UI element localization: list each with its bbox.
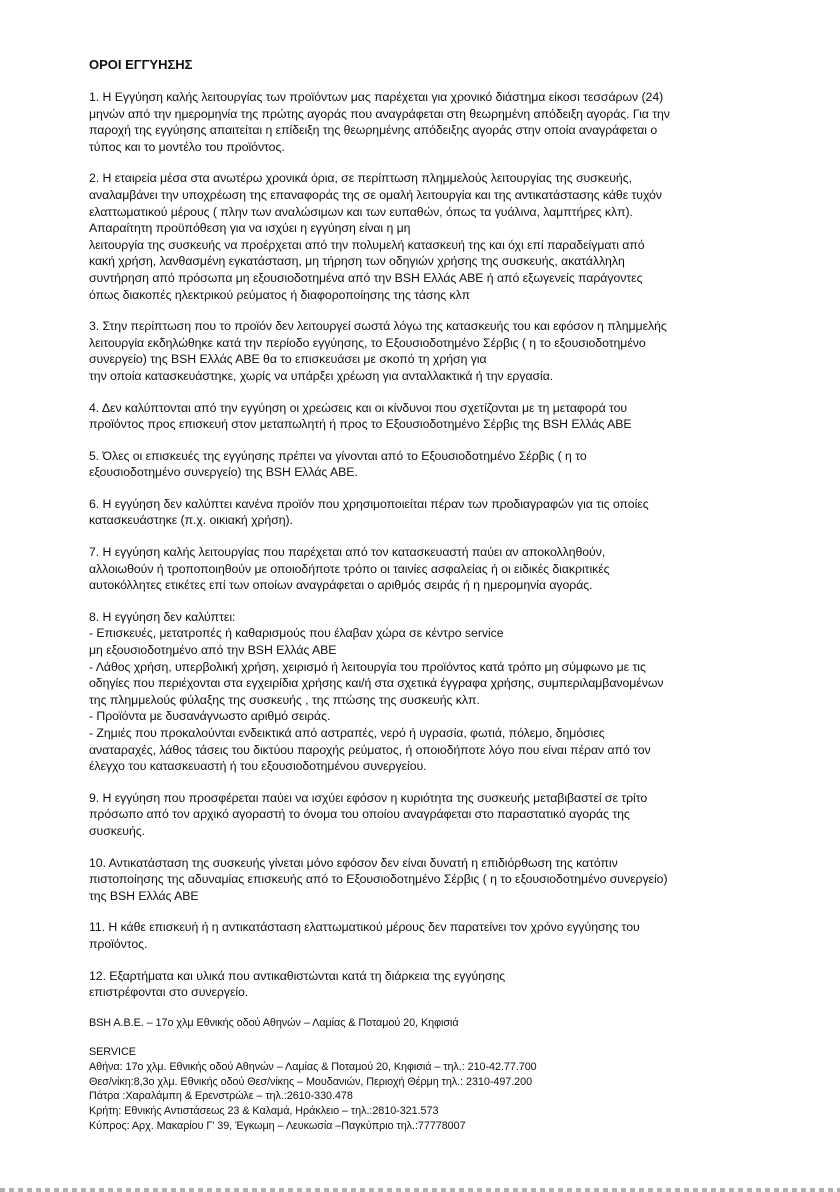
term-line: - Επισκευές, μετατροπές ή καθαρισμούς που έλαβαν χώρα σε κέντρο service — [89, 626, 504, 641]
term-line: κατασκευάστηκε (π.χ. οικιακή χρήση). — [89, 513, 293, 528]
term-line: 8. Η εγγύηση δεν καλύπτει: — [89, 609, 236, 624]
term-line: μη εξουσιοδοτημένο από την BSH Ελλάς ΑΒΕ — [89, 643, 337, 658]
term-line: έλεγχο του κατασκευαστή ή του εξουσιοδοτημένου συνεργείου. — [89, 759, 427, 774]
term-line: μηνών από την ημερομηνία της πρώτης αγοράς που αναγράφεται στη θεωρημένη απόδειξη αγοράς. Για την — [89, 106, 670, 121]
term-line: - Λάθος χρήση, υπερβολική χρήση, χειρισμό ή λειτουργία του προϊόντος κατά τρόπο μη σύμφωνο με τις — [89, 659, 646, 674]
term-line: κακή χρήση, λανθασμένη εγκατάσταση, μη τήρηση των οδηγιών χρήσης της συσκευής, ακατάλληλη — [89, 254, 625, 269]
service-lines — [89, 1060, 769, 1134]
term-line: 7. Η εγγύηση καλής λειτουργίας που παρέχεται από τον κατασκευαστή παύει αν αποκολληθούν, — [89, 545, 606, 560]
term-line: συσκευής. — [89, 823, 145, 838]
term-line: 11. Η κάθε επισκευή ή η αντικατάσταση ελαττωματικού μέρους δεν παρατείνει τον χρόνο εγγύησης του — [89, 920, 640, 935]
term-line: όπως διακοπές ηλεκτρικού ρεύματος ή διαφοροποίησης της τάσης κλπ — [89, 287, 471, 302]
term-line: 4. Δεν καλύπτονται από την εγγύηση οι χρεώσεις και οι κίνδυνοι που σχετίζονται με τη μεταφορά του — [89, 400, 628, 415]
term-line: προϊόντος προς επισκευή στον μεταπωλητή ή προς το Εξουσιοδοτημένο Σέρβις της BSH Ελλάς ΑΒΕ — [89, 417, 632, 432]
term-paragraph — [89, 790, 769, 840]
term-line: πιστοποίησης της αδυναμίας επισκευής από το Εξουσιοδοτημένο Σέρβις ( η το εξουσιοδοτημένο συνεργείο) — [89, 872, 668, 887]
term-line: ελαττωματικού μέρους ( πλην των αναλώσιμων και των ευπαθών, όπως τα γυάλινα, λαμπτήρες κλπ). — [89, 204, 633, 219]
term-paragraph — [89, 968, 769, 1001]
term-line: την οποία κατασκευάστηκε, χωρίς να υπάρξει χρέωση για ανταλλακτικά ή την εργασία. — [89, 368, 554, 383]
term-line: της BSH Ελλάς ΑΒΕ — [89, 888, 199, 903]
service-line: Θεσ/νίκη:8,3ο χλμ. Εθνικής οδού Θεσ/νίκης – Μουδανιών, Περιοχή Θέρμη τηλ.: 2310-497.200 — [89, 1075, 533, 1088]
term-line: 9. Η εγγύηση που προσφέρεται παύει να ισχύει εφόσον η κυριότητα της συσκευής μεταβιβαστεί σε τρίτο — [89, 790, 648, 805]
term-paragraph — [89, 544, 769, 594]
service-heading: SERVICE — [89, 1045, 136, 1058]
company-line: BSH A.B.E. – 17ο χλμ Εθνικής οδού Αθηνών – Λαμίας & Ποταμού 20, Κηφισιά — [89, 1016, 459, 1029]
term-paragraph — [89, 496, 769, 529]
term-line: αλλοιωθούν ή τροποποιηθούν με οποιοδήποτε τρόπο οι ταινίες ασφαλείας ή οι ειδικές διακριτικές — [89, 561, 610, 576]
service-line: Πάτρα :Χαραλάμπη & Ερενστρώλε – τηλ.:2610-330.478 — [89, 1090, 353, 1103]
term-paragraph — [89, 89, 769, 155]
term-line: της πλημμελούς φύλαξης της συσκευής , της πτώσης της συσκευής κλπ. — [89, 692, 480, 707]
term-line: λειτουργία εκδηλώθηκε κατά την περίοδο εγγύησης, το Εξουσιοδοτημένο Σέρβις ( η το εξουσιοδοτημένο — [89, 335, 646, 350]
term-line: - Προϊόντα με δυσανάγνωστο αριθμό σειράς. — [89, 709, 331, 724]
term-paragraph — [89, 170, 769, 303]
term-line: 10. Αντικατάσταση της συσκευής γίνεται μόνο εφόσον δεν είναι δυνατή η επιδιόρθωση της κατόπιν — [89, 855, 618, 870]
term-paragraph — [89, 919, 769, 952]
term-line: αυτοκόλλητες ετικέτες επί των οποίων αναγράφεται ο αριθμός σειράς ή η ημερομηνία αγοράς. — [89, 578, 593, 593]
term-line: αναταραχές, λάθος τάσεις του δικτύου παροχής ρεύματος, ή οποιοδήποτε λόγο που είναι πέραν από τον — [89, 742, 651, 757]
term-line: - Ζημιές που προκαλούνται ενδεικτικά από αστραπές, νερό ή υγρασία, φωτιά, πόλεμο, δημόσιες — [89, 726, 605, 740]
term-line: 6. Η εγγύηση δεν καλύπτει κανένα προϊόν που χρησιμοποιείται πέραν των προδιαγραφών για τις οποίες — [89, 496, 649, 511]
term-line: 5. Όλες οι επισκευές της εγγύησης πρέπει να γίνονται από το Εξουσιοδοτημένο Σέρβις ( η το — [89, 448, 587, 463]
term-paragraph — [89, 318, 769, 384]
term-line: Απαραίτητη προϋπόθεση για να ισχύει η εγγύηση είναι η μη — [89, 221, 411, 236]
company-address-block — [89, 1016, 769, 1031]
term-line: οδηγίες που περιέχονται στα εγχειρίδια χρήσης και/ή στα σχετικά έγγραφα χρήσης, συμπεριλαμβανομένων — [89, 676, 664, 691]
term-line: 3. Στην περίπτωση που το προϊόν δεν λειτουργεί σωστά λόγω της κατασκευής του και εφόσον η πλημμελής — [89, 319, 667, 334]
warranty-document — [89, 57, 769, 1134]
term-line: επιστρέφονται στο συνεργείο. — [89, 985, 249, 1000]
term-line: συντήρηση από πρόσωπα μη εξουσιοδοτημένα από την BSH Ελλάς ΑΒΕ ή από εξωγενείς παράγοντες — [89, 270, 643, 285]
term-line: συνεργείο) της BSH Ελλάς ΑΒΕ θα το επισκευάσει με σκοπό τη χρήση για — [89, 352, 487, 367]
terms-list — [89, 89, 769, 1001]
term-paragraph — [89, 855, 769, 905]
service-block — [89, 1045, 769, 1134]
service-line: Κρήτη: Εθνικής Αντιστάσεως 23 & Καλαμά, Ηράκλειο – τηλ.:2810-321.573 — [89, 1105, 439, 1118]
term-paragraph — [89, 448, 769, 481]
term-line: 2. Η εταιρεία μέσα στα ανωτέρω χρονικά όρια, σε περίπτωση πλημμελούς λειτουργίας της συσκευής, — [89, 171, 632, 186]
document-title: ΟΡΟΙ ΕΓΓΥΗΣΗΣ — [89, 57, 193, 72]
service-line: Αθήνα: 17ο χλμ. Εθνικής οδού Αθηνών – Λαμίας & Ποταμού 20, Κηφισιά – τηλ.: 210-42.77.700 — [89, 1060, 537, 1073]
term-line: λειτουργία της συσκευής να προέρχεται από την πολυμελή κατασκευή της και όχι επί παραδείγματι από — [89, 237, 645, 252]
term-line: εξουσιοδοτημένο συνεργείο) της BSH Ελλάς ΑΒΕ. — [89, 465, 358, 480]
term-paragraph — [89, 400, 769, 433]
term-line: τύπος και το μοντέλο του προϊόντος. — [89, 139, 285, 154]
term-line: 12. Εξαρτήματα και υλικά που αντικαθιστώνται κατά τη διάρκεια της εγγύησης — [89, 968, 506, 983]
term-line: πρόσωπο από τον αρχικό αγοραστή το όνομα του οποίου αναγράφεται στο παραστατικό αγοράς της — [89, 807, 630, 822]
term-line: παροχή της εγγύησης απαιτείται η επίδειξη της θεωρημένης απόδειξης αγοράς στην οποία αναγράφεται ο — [89, 123, 658, 138]
term-line: προϊόντος. — [89, 936, 148, 951]
term-line: αναλαμβάνει την υποχρέωση της επαναφοράς της σε ομαλή λειτουργία και της αντικατάστασης κάθε τυχόν — [89, 187, 662, 202]
scan-edge — [0, 1188, 840, 1192]
term-paragraph — [89, 609, 769, 775]
term-line: 1. Η Εγγύηση καλής λειτουργίας των προϊόντων μας παρέχεται για χρονικό διάστημα είκοσι τεσσάρων (24) — [89, 90, 664, 104]
service-line: Κύπρος: Αρχ. Μακαρίου Γ' 39, Έγκωμη – Λευκωσία –Παγκύπριο τηλ.:77778007 — [89, 1119, 466, 1132]
